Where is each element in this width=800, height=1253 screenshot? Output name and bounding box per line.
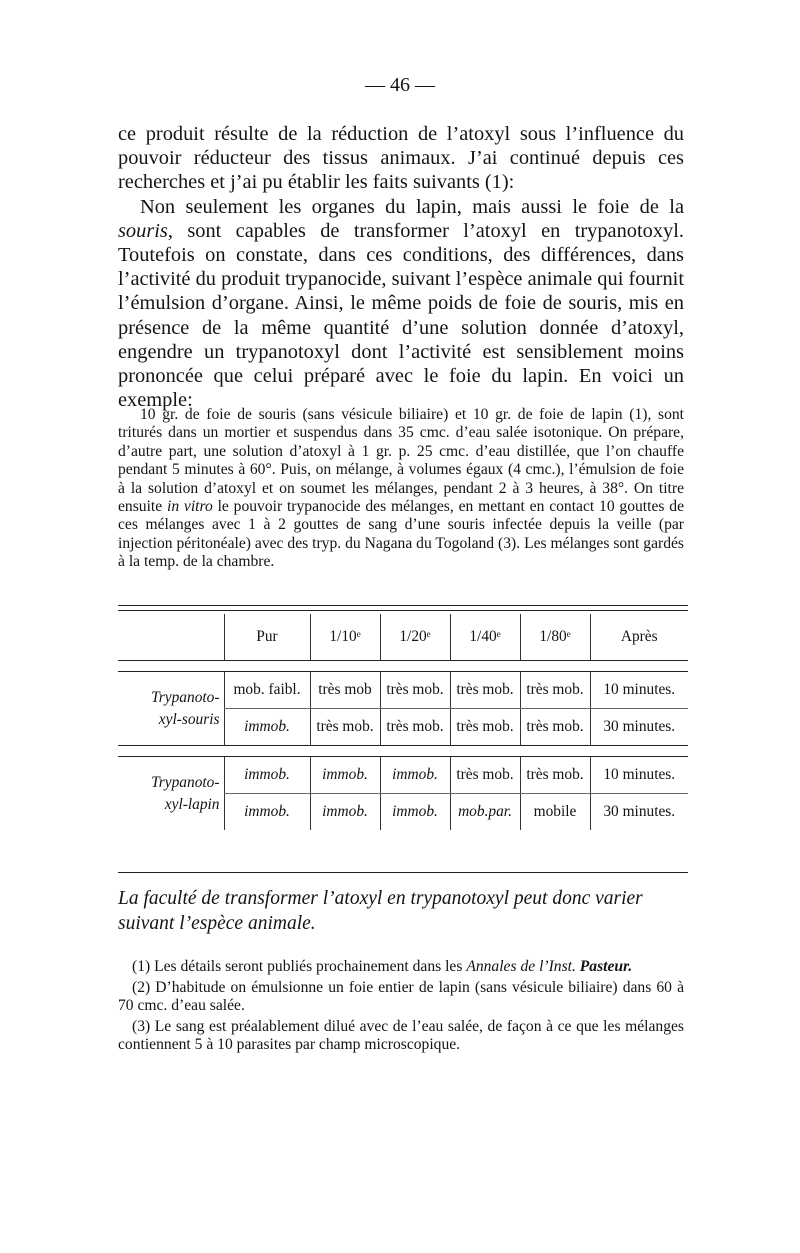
table-cell: immob. [224, 709, 310, 746]
paragraph-2 [118, 195, 684, 413]
table-cell: mob. faibl. [224, 672, 310, 709]
table-top-rule-thin [118, 610, 688, 611]
table-cell: très mob. [450, 757, 520, 794]
table-cell: très mob. [310, 709, 380, 746]
table-cell: très mob. [520, 757, 590, 794]
experiment-part-2: le pouvoir trypanocide des mélanges, en mettant en contact 10 gouttes de ces mélanges avec 1 à 2 gouttes de sang d’une souris infectée depuis la veille (par injection péritonéale) avec des tryp. du Nagana du Togoland (3). Les mélanges sont gardés à la temp. de la chambre. [118, 498, 684, 571]
table-bottom-rule [118, 872, 688, 873]
header-pur: Pur [224, 614, 310, 661]
table-cell: immob. [380, 757, 450, 794]
table-cell: 30 minutes. [590, 709, 688, 746]
paragraph-2-part-a: Non seulement les organes du lapin, mais aussi le foie de la [140, 195, 684, 218]
table-cell: 30 minutes. [590, 794, 688, 831]
table-cell: très mob. [380, 709, 450, 746]
main-text [118, 122, 684, 412]
experiment-part-1: 10 gr. de foie de souris (sans vésicule biliaire) et 10 gr. de foie de lapin (1), sont triturés dans un mortier et suspendus dans 35 cmc. d’eau salée isotonique. On prépare, d’autre part, une solution d’atoxyl à 1 gr. p. 25 cmc. d’eau distillée, que l’on chauffe pendant 5 minutes à 60°. Puis, on mélange, à volumes égaux (4 cmc.), l’émulsion de foie à la solution d’atoxyl et on soumet les mélanges, pendant 2 à 3 heures, à 38°. On titre ensuite [118, 406, 684, 516]
table-cell: immob. [310, 794, 380, 831]
table-cell: 10 minutes. [590, 672, 688, 709]
header-1-80: 1/80ᵉ [520, 614, 590, 661]
table-cell: très mob [310, 672, 380, 709]
table-cell: immob. [224, 794, 310, 831]
footnote-2: (2) D’habitude on émulsionne un foie entier de lapin (sans vésicule biliaire) dans 60 à 70 cmc. d’eau salée. [118, 978, 684, 1015]
conclusion: La faculté de transformer l’atoxyl en trypanotoxyl peut donc varier suivant l’espèce animale. [118, 888, 643, 934]
header-1-20: 1/20ᵉ [380, 614, 450, 661]
paragraph-2-part-b: sont capables de transformer l’atoxyl en trypanotoxyl. Toutefois on constate, dans ces conditions, des différences, dans l’activité du produit trypanocide, suivant l’espèce animale qui fournit l’émulsion d’organe. Ainsi, le même poids de foie de souris, mis en présence de la même quantité d’une solution donnée d’atoxyl, engendre un trypanotoxyl dont l’activité est sensiblement moins prononcée que celui préparé avec le foie du lapin. En voici un exemple: [118, 219, 684, 412]
table-cell: très mob. [380, 672, 450, 709]
table-cell: immob. [224, 757, 310, 794]
table-cell: 10 minutes. [590, 757, 688, 794]
table-cell: très mob. [450, 672, 520, 709]
page-number: — 46 — [365, 74, 435, 96]
paragraph-1: ce produit résulte de la réduction de l’atoxyl sous l’influence du pouvoir réducteur des tissus animaux. J’ai continué depuis ces recherches et j’ai pu établir les faits suivants (1): [118, 123, 684, 194]
table-top-rule [118, 605, 688, 606]
table-cell: mob.par. [450, 794, 520, 831]
group-label-souris: Trypanoto- xyl-souris [151, 688, 220, 728]
table-header-row [118, 614, 688, 661]
experiment-description [118, 406, 684, 572]
footnote-3: (3) Le sang est préalablement dilué avec de l’eau salée, de façon à ce que les mélanges contiennent 5 à 10 parasites par champ microscopique. [118, 1017, 684, 1054]
table-cell: très mob. [450, 709, 520, 746]
table-cell: très mob. [520, 709, 590, 746]
footnote-1: (1) Les détails seront publiés prochainement dans les Annales de l’Inst. Pasteur. [132, 958, 633, 975]
table-cell: très mob. [520, 672, 590, 709]
results-table [118, 614, 688, 830]
experiment-in-vitro: in vitro [166, 498, 213, 516]
table-cell: immob. [380, 794, 450, 831]
table-cell: mobile [520, 794, 590, 831]
footnotes [118, 958, 684, 1057]
table-cell: immob. [310, 757, 380, 794]
header-1-40: 1/40ᵉ [450, 614, 520, 661]
header-1-10: 1/10ᵉ [310, 614, 380, 661]
table-row [118, 757, 688, 794]
paragraph-2-souris: souris, [118, 219, 173, 242]
header-apres: Après [590, 614, 688, 661]
table-row [118, 672, 688, 709]
group-label-lapin: Trypanoto- xyl-lapin [151, 773, 220, 813]
